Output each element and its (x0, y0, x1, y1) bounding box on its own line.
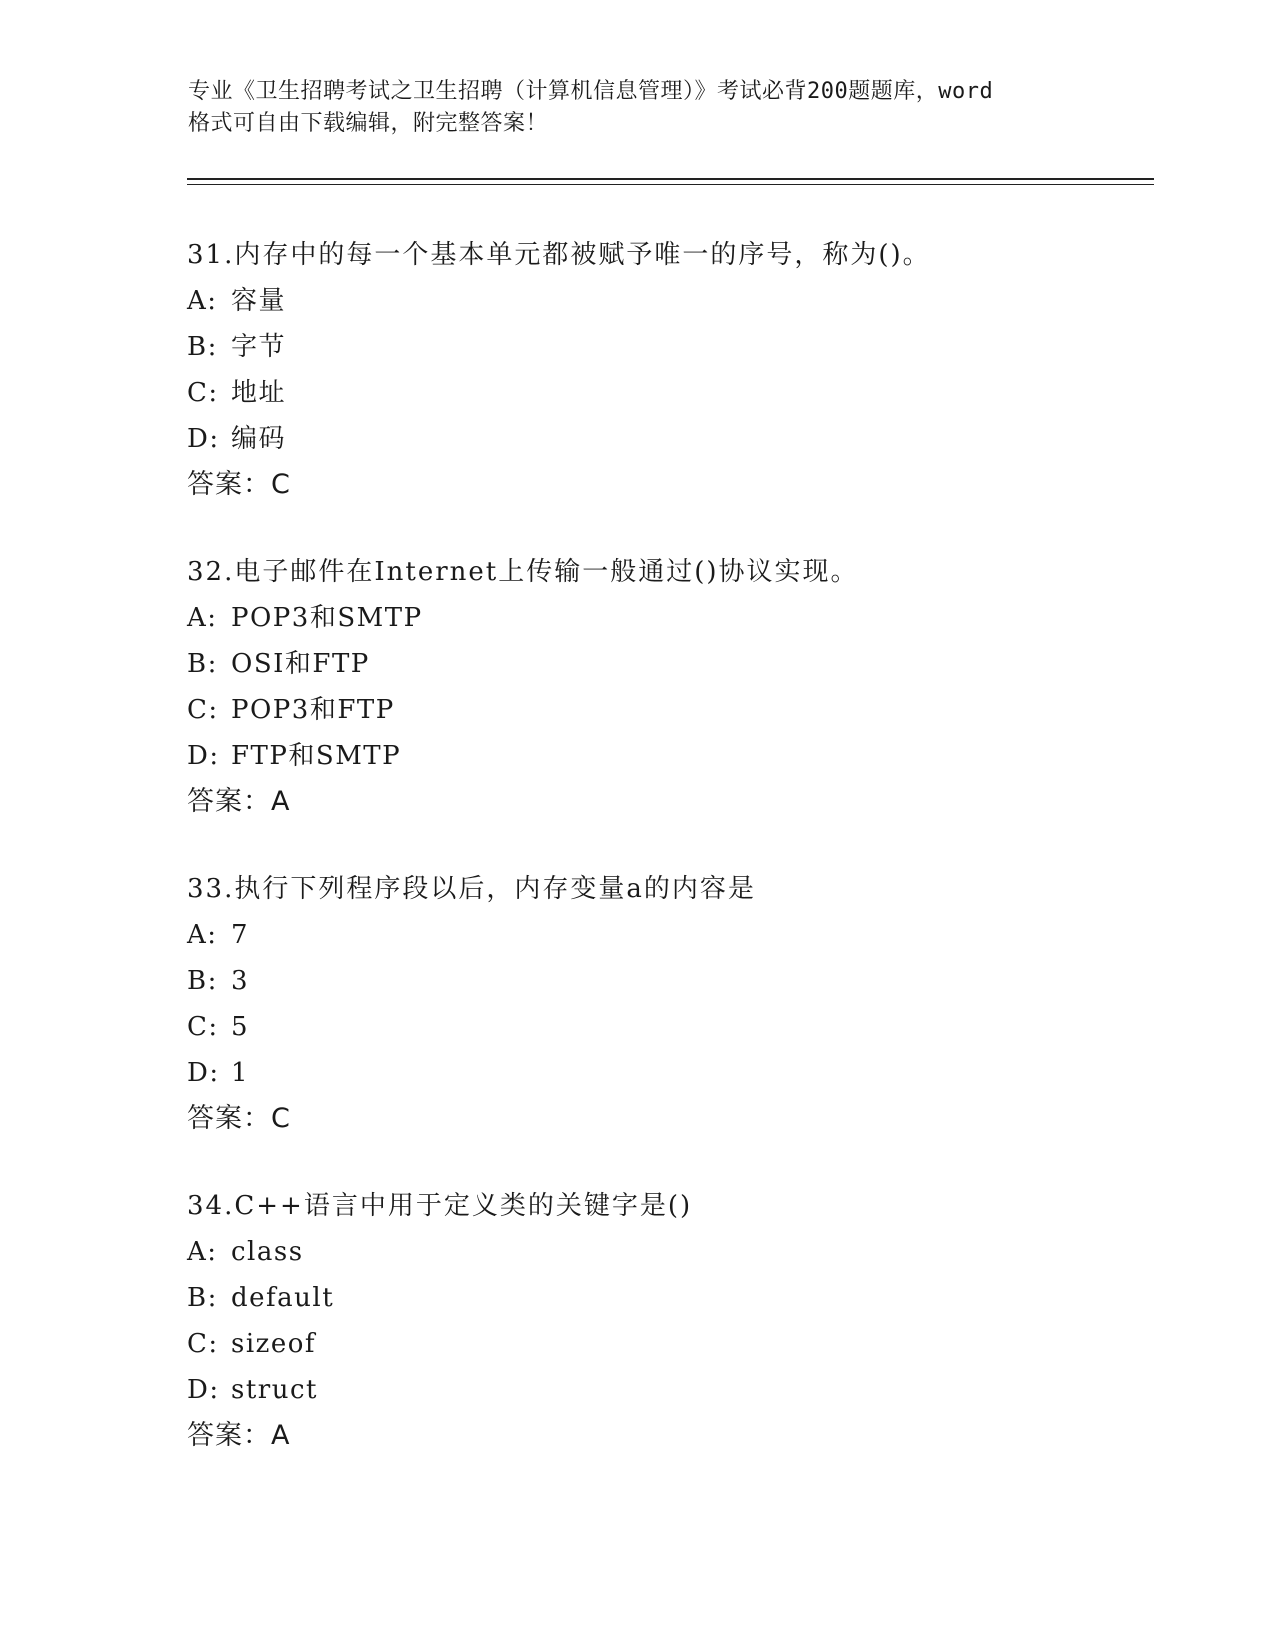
option-text: POP3和FTP (231, 695, 395, 725)
option-text: 字节 (231, 332, 287, 362)
option-text: struct (231, 1375, 318, 1405)
option-key: C: (187, 1012, 219, 1042)
option-key: A: (187, 286, 218, 316)
option-c (187, 370, 1147, 416)
option-d (187, 416, 1147, 462)
question-text: 31.内存中的每一个基本单元都被赋予唯一的序号，称为()。 (187, 240, 931, 270)
header-rule-top (187, 178, 1154, 180)
option-key: C: (187, 695, 219, 725)
question-34 (187, 1183, 1147, 1459)
option-d (187, 1367, 1147, 1413)
question-text: 34.C++语言中用于定义类的关键字是() (187, 1191, 693, 1221)
option-key: C: (187, 378, 219, 408)
answer-line: 答案：A (187, 1420, 291, 1451)
answer-line: 答案：C (187, 1103, 291, 1134)
option-key: D: (187, 1375, 220, 1405)
option-text: OSI和FTP (231, 649, 370, 679)
option-key: D: (187, 424, 220, 454)
option-key: A: (187, 920, 218, 950)
header-rule-bottom (187, 184, 1154, 185)
option-text: class (231, 1237, 304, 1267)
option-a (187, 912, 1147, 958)
option-b (187, 324, 1147, 370)
answer-line: 答案：A (187, 786, 291, 817)
option-b (187, 958, 1147, 1004)
option-text: 7 (231, 920, 250, 950)
question-33 (187, 866, 1147, 1142)
option-a (187, 1229, 1147, 1275)
option-text: 5 (231, 1012, 250, 1042)
option-key: C: (187, 1329, 219, 1359)
option-b (187, 1275, 1147, 1321)
option-text: 编码 (231, 424, 287, 454)
question-text: 32.电子邮件在Internet上传输一般通过()协议实现。 (187, 557, 859, 587)
option-text: sizeof (231, 1329, 317, 1359)
option-key: A: (187, 1237, 218, 1267)
question-text: 33.执行下列程序段以后，内存变量a的内容是 (187, 874, 756, 904)
option-c (187, 1004, 1147, 1050)
document-header (188, 76, 1098, 140)
option-c (187, 1321, 1147, 1367)
question-31 (187, 232, 1147, 508)
option-text: POP3和SMTP (231, 603, 423, 633)
option-a (187, 595, 1147, 641)
answer-line: 答案：C (187, 469, 291, 500)
option-key: B: (187, 332, 218, 362)
option-key: D: (187, 1058, 220, 1088)
option-a (187, 278, 1147, 324)
header-line-1: 专业《卫生招聘考试之卫生招聘（计算机信息管理）》考试必背200题题库，word (188, 79, 994, 104)
option-key: B: (187, 649, 218, 679)
option-c (187, 687, 1147, 733)
option-key: B: (187, 1283, 218, 1313)
option-text: FTP和SMTP (231, 741, 402, 771)
option-text: 容量 (231, 286, 287, 316)
option-text: default (231, 1283, 335, 1313)
question-32 (187, 549, 1147, 825)
option-b (187, 641, 1147, 687)
header-line-2: 格式可自由下载编辑，附完整答案！ (188, 111, 549, 136)
option-key: D: (187, 741, 220, 771)
option-d (187, 1050, 1147, 1096)
option-key: B: (187, 966, 218, 996)
option-text: 3 (231, 966, 250, 996)
option-text: 1 (231, 1058, 250, 1088)
option-d (187, 733, 1147, 779)
option-text: 地址 (231, 378, 287, 408)
option-key: A: (187, 603, 218, 633)
